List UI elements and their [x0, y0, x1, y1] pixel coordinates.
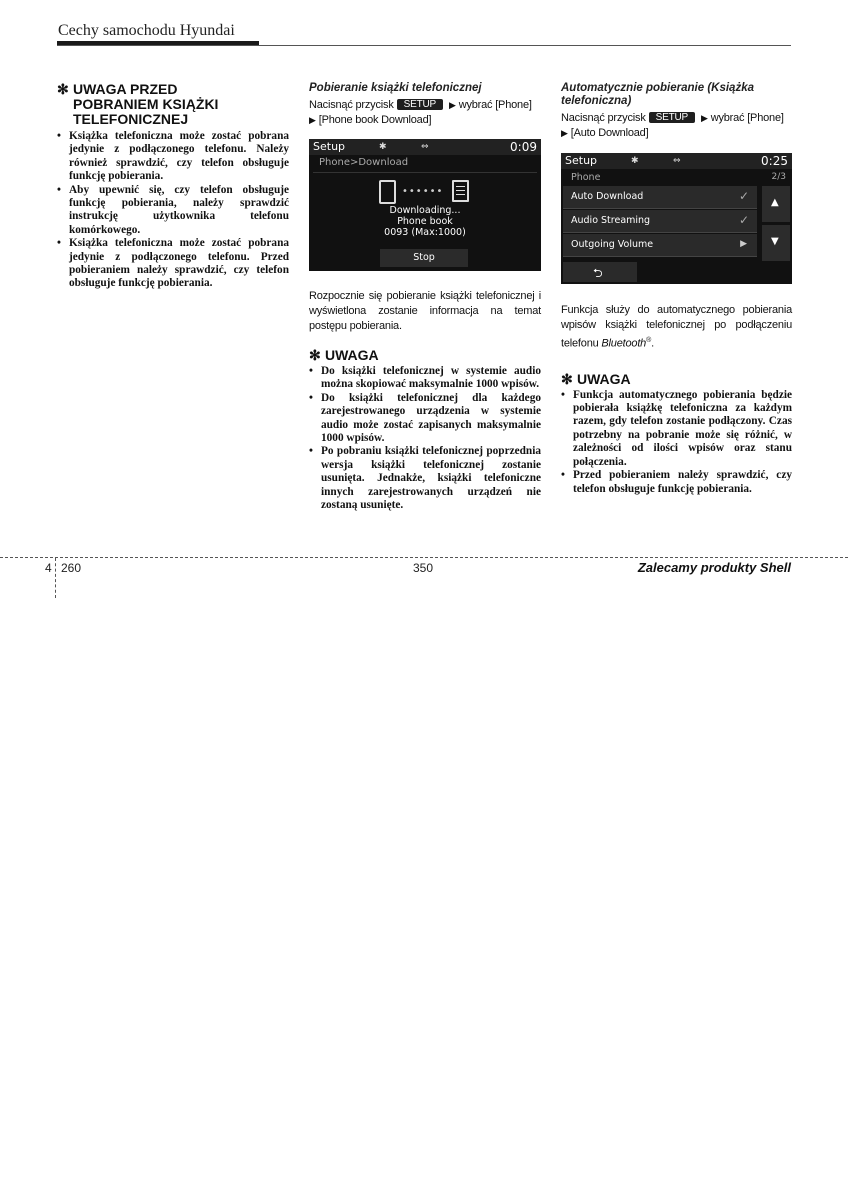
screen-page: 2/3: [771, 172, 786, 182]
warning-list: [561, 389, 792, 496]
footer-vertical-rule: [55, 558, 56, 598]
footer-center-number: 350: [413, 561, 434, 575]
status-count: 0093 (Max:1000): [384, 227, 466, 238]
down-arrow-icon: ▼: [771, 236, 779, 247]
warning-title-line-3: TELEFONICZNEJ: [73, 111, 189, 127]
instruction-text: Nacisnąć przycisk: [561, 112, 646, 124]
list-item: • Przed pobieraniem należy sprawdzić, czy telefon obsługuje funkcję pobierania.: [561, 469, 792, 496]
list-item: • Do książki telefonicznej dla każdego zarejestrowanego urządzenia w systemie audio może zostać zapisanych maksymalnie 1000 wpisów.: [309, 392, 541, 446]
row-label: Outgoing Volume: [571, 239, 654, 250]
settings-row-outgoing-volume[interactable]: [563, 234, 757, 257]
setup-key: SETUP: [397, 99, 443, 110]
row-label: Auto Download: [571, 191, 644, 202]
footer-dashed-rule: [0, 557, 848, 558]
back-icon: ⮌: [593, 266, 603, 280]
divider: [313, 172, 537, 173]
instruction-text: wybrać [Phone]: [710, 112, 784, 124]
list-item: • Książka telefoniczna może zostać pobrana jedynie z podłączonego telefonu. Przed pobieraniem należy sprawdzić, czy telefon obsługuje funkcję pobierania.: [57, 237, 289, 291]
column-1: [57, 82, 289, 291]
screen-title: Setup: [313, 140, 346, 153]
screen-time: 0:25: [761, 154, 788, 168]
scroll-up-button[interactable]: [762, 186, 790, 222]
warning-title-line-2: POBRANIEM KSIĄŻKI: [73, 96, 219, 112]
triangle-icon: ▶: [309, 115, 316, 125]
asterisk-icon: ✻: [309, 347, 321, 363]
column-2-lower: [309, 289, 541, 512]
settings-row-audio-streaming[interactable]: [563, 210, 757, 233]
triangle-icon: ▶: [448, 100, 456, 110]
warning-title-line-1: UWAGA PRZED: [73, 81, 178, 97]
progress-dots-icon: ••••••: [402, 186, 444, 197]
header-rule: [57, 45, 791, 46]
footer-section-number: 4: [45, 561, 52, 575]
list-item: • Aby upewnić się, czy telefon obsługuje funkcję pobierania, należy sprawdzić instrukcję użytkownika telefonu komórkowego.: [57, 184, 289, 238]
usb-icon: ⇔: [673, 156, 681, 166]
settings-row-auto-download[interactable]: [563, 186, 757, 209]
list-item: • Funkcja automatycznego pobierania będzie pobierała książkę telefoniczna za każdym razem, gdy telefon zostanie podłączony. Czas potrzebny na pobranie może się różnić, w zależności od ilości wpisów oraz stanu połączenia.: [561, 389, 792, 469]
row-label: Audio Streaming: [571, 215, 651, 226]
check-icon: ✓: [738, 189, 749, 203]
setup-key: SETUP: [649, 112, 695, 123]
arrow-right-icon: ▶: [740, 239, 747, 249]
screen-status-bar: [309, 139, 541, 155]
column-3: [561, 82, 792, 141]
column-2: [309, 82, 541, 128]
status-line: Phone book: [397, 216, 453, 227]
footer-page-number: 260: [61, 561, 82, 575]
caption-italic: Bluetooth: [601, 337, 647, 350]
download-screen: [309, 139, 541, 271]
list-item: • Do książki telefonicznej w systemie audio można skopiować maksymalnie 1000 wpisów.: [309, 365, 541, 392]
screen-section: Phone: [571, 172, 601, 183]
phone-icon: [379, 180, 396, 204]
bluetooth-icon: ✱: [631, 156, 639, 166]
warning-list: [309, 365, 541, 512]
caption-end: .: [651, 337, 654, 350]
screen-title: Setup: [565, 154, 598, 167]
instruction-text: [Auto Download]: [570, 127, 649, 139]
screen-caption: Rozpocznie się pobieranie książki telefonicznej i wyświetlona zostanie informacja na temat postępu pobierania.: [309, 290, 541, 332]
footer-watermark-text: Zalecamy produkty Shell: [637, 560, 791, 575]
section-heading: Automatycznie pobieranie (Książka telefoniczna): [561, 82, 754, 107]
stop-button[interactable]: Stop: [380, 249, 468, 267]
warning-title: UWAGA: [577, 370, 631, 387]
caption-registered: ®: [646, 337, 652, 344]
asterisk-icon: ✻: [561, 370, 573, 387]
instruction-text: Nacisnąć przycisk: [309, 99, 394, 111]
instruction: [561, 111, 792, 141]
instruction-text: wybrać [Phone]: [458, 99, 532, 111]
warning-heading: [309, 348, 541, 363]
warning-title: UWAGA: [325, 347, 379, 363]
caption-text: Funkcja służy do automatycznego pobierania wpisów książki telefonicznej po podłączeniu telefonu: [561, 304, 792, 350]
triangle-icon: ▶: [700, 113, 708, 123]
document-icon: [452, 180, 469, 202]
section-heading: Pobieranie książki telefonicznej: [309, 82, 482, 94]
list-item: • Po pobraniu książki telefonicznej poprzednia wersja książki telefonicznej zostanie usunięta. Jednakże, książki telefoniczne innych zarejestrowanych urządzeń nie zostaną usunięte.: [309, 445, 541, 512]
up-arrow-icon: ▲: [771, 197, 779, 208]
warning-list: [57, 130, 289, 291]
running-header: Cechy samochodu Hyundai: [58, 22, 235, 39]
warning-heading: [561, 372, 792, 387]
screen-status-bar: [561, 153, 792, 169]
asterisk-icon: ✻: [57, 81, 69, 97]
settings-screen: [561, 153, 792, 284]
status-line: Downloading...: [389, 205, 461, 216]
back-button[interactable]: [563, 262, 637, 282]
screen-time: 0:09: [510, 140, 537, 154]
warning-heading: [57, 82, 289, 127]
column-3-lower: [561, 303, 792, 496]
usb-icon: ⇔: [421, 142, 429, 152]
list-item: • Książka telefoniczna może zostać pobrana jedynie z podłączonego telefonu. Należy również sprawdzić, czy telefon obsługuje funkcję pobierania.: [57, 130, 289, 184]
scroll-down-button[interactable]: [762, 225, 790, 261]
triangle-icon: ▶: [561, 128, 568, 138]
download-status: [309, 205, 541, 238]
bluetooth-icon: ✱: [379, 142, 387, 152]
instruction: [309, 98, 541, 128]
check-icon: ✓: [738, 213, 749, 227]
screen-breadcrumb: Phone>Download: [319, 157, 409, 168]
instruction-text: [Phone book Download]: [318, 114, 432, 126]
screen-caption: [561, 303, 792, 352]
